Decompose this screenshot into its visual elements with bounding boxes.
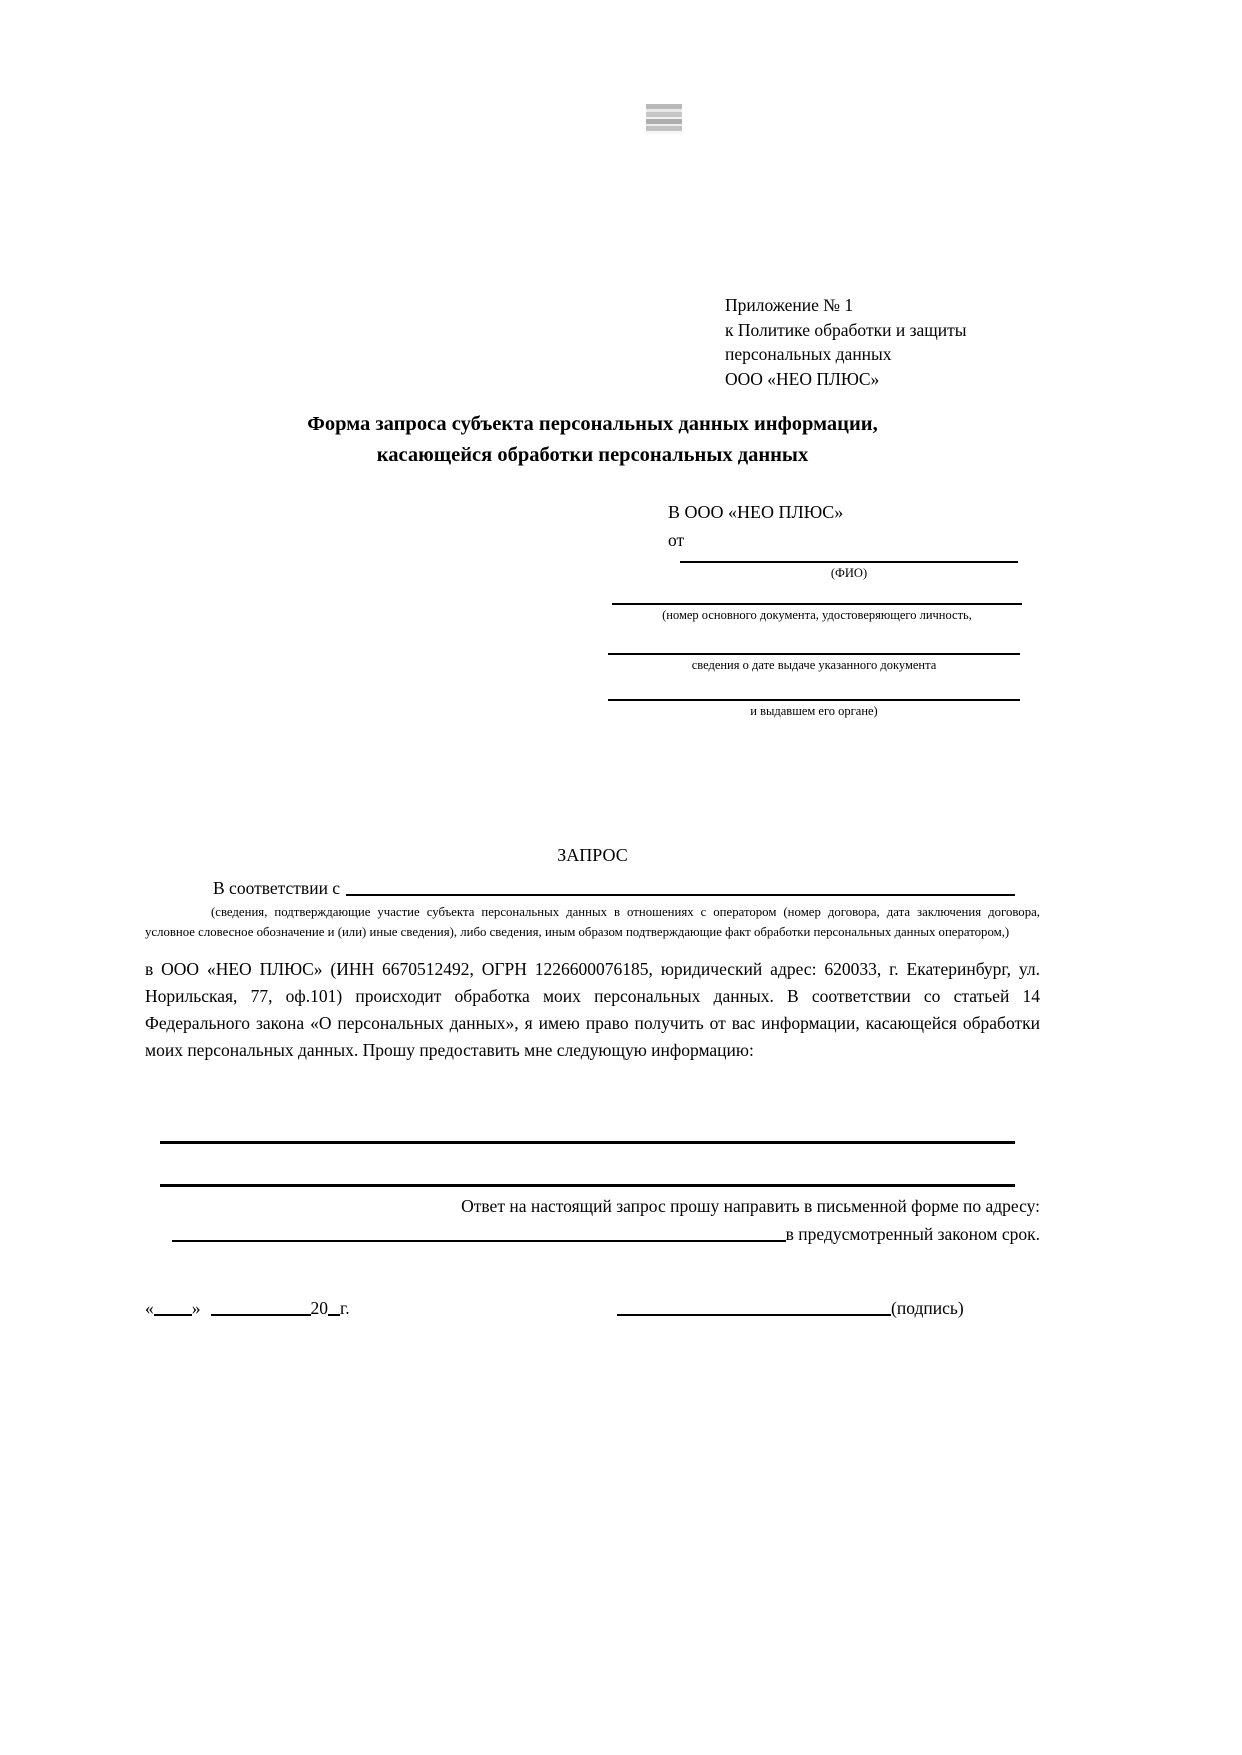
appendix-line: Приложение № 1 xyxy=(725,295,854,315)
request-body: в ООО «НЕО ПЛЮС» (ИНН 6670512492, ОГРН 1226600076185, юридический адрес: 620033, г. Екатеринбург, ул. Норильская, 77, оф.101) происходит обработка моих персональных данных. В соответствии со статьей 14 Федерального закона «О персональных данных», я имею право получить от вас информации, касающейся обработки моих персональных данных. Прошу предоставить мне следующую информацию: xyxy=(145,959,1040,1060)
reply-address-line xyxy=(172,1224,1040,1245)
intro-write-in-line xyxy=(346,894,1015,896)
appendix-line: ООО «НЕО ПЛЮС» xyxy=(725,368,880,389)
field-caption-doc-number: (номер основного документа, удостоверяющего личность, xyxy=(662,608,972,622)
date-quote-close: » xyxy=(191,1298,201,1318)
appendix-note xyxy=(725,293,967,391)
intro-footnote: (сведения, подтверждающие участие субъекта персональных данных в отношениях с оператором (номер договора, дата заключения договора, условное словесное обозначение и (или) иные сведения), либо сведения, иным образом подтверждающие факт обработки персональных данных оператором,) xyxy=(145,905,1040,939)
field-caption-fio: (ФИО) xyxy=(830,566,868,580)
doc-issue-date-write-in-line xyxy=(608,653,1020,655)
date-year-prefix: 20 xyxy=(310,1298,328,1318)
date-line xyxy=(145,1298,350,1319)
date-day-blank xyxy=(154,1314,192,1316)
reply-instruction: Ответ на настоящий запрос прошу направить в письменной форме по адресу: xyxy=(461,1196,1040,1216)
addressee-to: В ООО «НЕО ПЛЮС» xyxy=(668,502,844,522)
signature-write-in-line xyxy=(617,1314,891,1316)
signature-caption: (подпись) xyxy=(891,1298,964,1318)
date-quote-open: « xyxy=(145,1298,154,1318)
intro-prefix: В соответствии с xyxy=(213,878,341,898)
date-year-suffix: г. xyxy=(340,1298,350,1318)
field-caption-doc-issue-date: сведения о дате выдаче указанного документа xyxy=(691,658,937,672)
form-title-line2: касающейся обработки персональных данных xyxy=(376,444,809,466)
signature-row xyxy=(617,1298,964,1319)
request-heading: ЗАПРОС xyxy=(557,845,628,865)
doc-number-write-in-line xyxy=(612,603,1022,605)
date-year-blank xyxy=(328,1314,340,1316)
fio-write-in-line xyxy=(680,561,1018,563)
answer-write-in-line-2 xyxy=(160,1184,1015,1187)
intro-line xyxy=(145,878,1015,899)
letterhead-logo-image xyxy=(646,104,682,134)
appendix-line: к Политике обработки и защиты xyxy=(725,319,967,340)
form-title-line1: Форма запроса субъекта персональных данных информации, xyxy=(307,413,878,435)
doc-issuer-write-in-line xyxy=(608,699,1020,701)
appendix-line: персональных данных xyxy=(725,344,892,364)
form-title xyxy=(145,409,1040,471)
addressee-from-label: от xyxy=(668,530,685,550)
address-write-in-line xyxy=(172,1240,786,1242)
date-month-blank xyxy=(211,1314,311,1316)
answer-write-in-line-1 xyxy=(160,1141,1015,1144)
field-caption-doc-issuer: и выдавшем его органе) xyxy=(750,704,878,718)
reply-suffix: в предусмотренный законом срок. xyxy=(785,1224,1040,1244)
